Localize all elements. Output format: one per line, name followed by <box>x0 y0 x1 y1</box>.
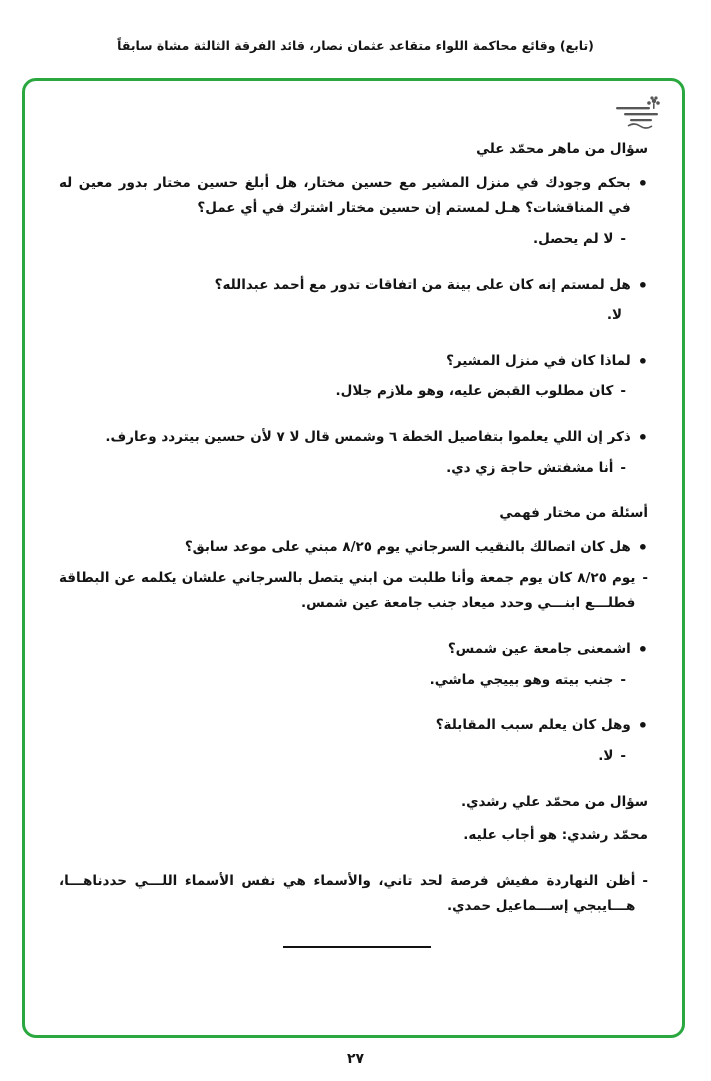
question-item <box>59 637 648 663</box>
publisher-stamp-logo <box>610 93 666 137</box>
answer-text: لا. <box>606 307 622 324</box>
answer-item <box>59 668 648 694</box>
answer-text: يوم ٨/٢٥ كان يوم جمعة وأنا طلبت من ابني يتصل بالسرجاني علشان يكلمه عن البطاقة فطلـــع ابنـــي وحدد ميعاد جنب جامعة عين شمس. <box>59 569 636 612</box>
dash-icon: - <box>620 459 626 476</box>
answer-item <box>59 227 648 253</box>
document-content <box>59 137 648 948</box>
dash-icon: - <box>620 671 626 688</box>
question-text: هل لمستم إنه كان على بينة من اتفاقات تدور مع أحمد عبدالله؟ <box>214 276 631 293</box>
bullet-icon: • <box>637 173 648 193</box>
speaker-line: محمّد رشدي: هو أجاب عليه. <box>463 827 648 844</box>
answer-text: كان مطلوب القبض عليه، وهو ملازم جلال. <box>335 383 614 400</box>
content-border-box <box>22 78 685 1038</box>
bullet-icon: • <box>637 716 648 736</box>
section-title: سؤال من محمّد علي رشدي. <box>460 793 648 810</box>
bullet-icon: • <box>637 351 648 371</box>
question-item <box>59 425 648 451</box>
answer-item <box>59 566 648 617</box>
page-number: ٢٧ <box>346 1051 365 1067</box>
answer-text: جنب بيته وهو بييجي ماشي. <box>429 671 614 688</box>
dash-icon: - <box>620 747 626 764</box>
question-text: هل كان اتصالك بالنقيب السرجاني يوم ٨/٢٥ مبني على موعد سابق؟ <box>184 539 631 556</box>
bullet-icon: • <box>637 428 648 448</box>
dash-icon: - <box>642 872 648 889</box>
question-item <box>59 171 648 222</box>
answer-item <box>59 869 648 920</box>
bullet-icon: • <box>637 538 648 558</box>
question-text: لماذا كان في منزل المشير؟ <box>446 352 631 369</box>
question-text: وهل كان يعلم سبب المقابلة؟ <box>435 717 631 734</box>
closing-divider <box>283 946 431 948</box>
section-title: سؤال من ماهر محمّد علي <box>476 141 648 157</box>
question-item <box>59 349 648 375</box>
answer-item <box>59 456 648 482</box>
question-text: اشمعنى جامعة عين شمس؟ <box>447 640 631 657</box>
bullet-icon: • <box>637 639 648 659</box>
answer-text: لا. <box>598 747 614 764</box>
dash-icon: - <box>620 230 626 247</box>
answer-item <box>59 379 648 405</box>
question-item <box>59 713 648 739</box>
answer-item <box>59 744 648 770</box>
section-mokhtar-fahmy <box>59 501 648 769</box>
question-text: ذكر إن اللي يعلموا بتفاصيل الخطة ٦ وشمس قال لا ٧ لأن حسين بيتردد وعارف. <box>105 429 631 446</box>
answer-text: أظن النهاردة مفيش فرصة لحد تاني، والأسماء هي نفس الأسماء اللـــي حددناهـــا، هـــايبجي إســـماعيل حمدي. <box>59 872 636 915</box>
answer-item <box>59 303 648 329</box>
question-item <box>59 535 648 561</box>
question-text: بحكم وجودك في منزل المشير مع حسين مختار، هل أبلغ حسين مختار بدور معين له في المناقشات؟ هـل لمستم إن حسين مختار اشترك في أي عمل؟ <box>59 174 631 217</box>
section-title: أسئلة من مختار فهمي <box>499 505 648 522</box>
question-item <box>59 273 648 299</box>
answer-text: أنا مشفتش حاجة زي دي. <box>446 459 614 476</box>
section-maher-mohamed-ali <box>59 137 648 481</box>
bullet-icon: • <box>637 275 648 295</box>
dash-icon: - <box>620 383 626 400</box>
section-mohamed-ali-roshdy <box>59 790 648 921</box>
dash-icon: - <box>642 569 648 586</box>
page-header-title: (تابع) وقائع محاكمة اللواء متقاعد عثمان نصار، قائد الفرقة الثالثة مشاة سابقاً <box>117 38 594 53</box>
answer-text: لا لم يحصل. <box>533 230 614 247</box>
